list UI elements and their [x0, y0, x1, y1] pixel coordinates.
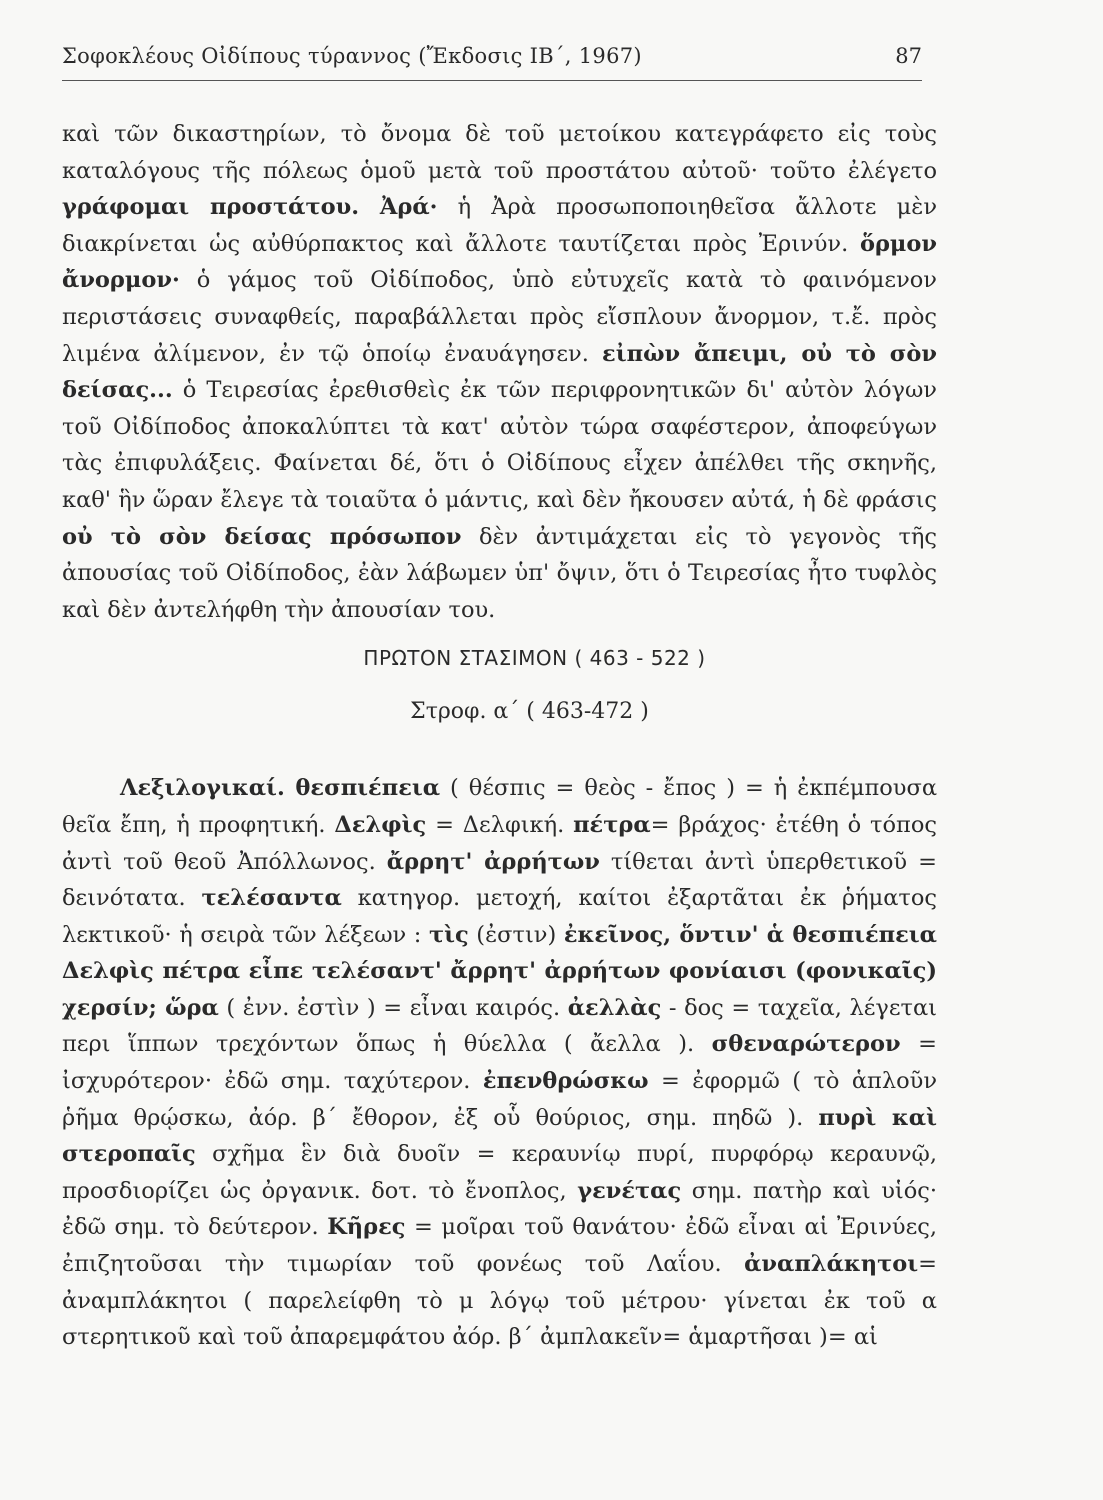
lemma: γενέτας [577, 1177, 682, 1204]
lemma: Δελφὶς [334, 811, 427, 838]
section-subheading: Στροφ. α΄ ( 463-472 ) [410, 699, 649, 725]
text-run: = ἐφορμῶ ( τὸ ἁπλοῦν ῥῆμα θρῴσκω, ἀόρ. β΄ ἔθορον, ἐξ οὗ θούριος, σημ. πηδῶ ). [62, 1068, 937, 1131]
lemma: πέτρα [573, 811, 651, 838]
section-heading: ΠΡΩΤΟΝ ΣΤΑΣΙΜΟΝ ( 463 - 522 ) [363, 646, 706, 671]
lemma: ἐπενθρώσκω [482, 1068, 649, 1095]
running-title: Σοφοκλέους Οἰδίπους τύραννος (Ἔκδοσις ΙΒ΄, 1967) [62, 44, 642, 68]
lemma: σθεναρώτερον [711, 1031, 901, 1058]
text-run: ὁ Τειρεσίας ἐρεθισθεὶς ἐκ τῶν περιφρονητικῶν δι' αὐτὸν λόγων τοῦ Οἰδίποδος ἀποκαλύπτει τὰ κατ' αὐτὸν τώρα σαφέστερον, ἀποφεύγων τὰς ἐπιφυλάξεις. Φαίνεται δέ, ὅτι ὁ Οἰδίπους εἶχεν ἀπέλθει τῆς σκηνῆς, καθ' ἣν ὥραν ἔλεγε τὰ τοιαῦτα ὁ μάντις, καὶ δὲν ἤκουσεν αὐτά, ἡ δὲ φράσις [62, 377, 937, 513]
lemma: οὐ τὸ σὸν δείσας πρόσωπον [62, 523, 462, 550]
text-run: τίθεται ἀντὶ ὑπερθετικοῦ = δεινότατα. [62, 848, 937, 912]
lemma: ἀελλὰς [567, 994, 662, 1021]
lemma: ἐκεῖνος, ὅντιν' ἁ θεσπιέπεια Δελφὶς πέτρα εἶπε τελέσαντ' ἄρρητ' ἀρρήτων φονίαισι (φονικαῖς) χερσίν; ὥρα [62, 921, 937, 1021]
text-run: ὁ γάμος τοῦ Οἰδίποδος, ὑπὸ εὐτυχεῖς κατὰ τὸ φαινόμενον περιστάσεις συναφθείς, παραβάλλεται πρὸς εἴσπλουν ἄνορμον, τ.ἔ. πρὸς λιμένα ἀλίμενον, ἐν τῷ ὁποίῳ ἐναυάγησεν. [62, 267, 937, 367]
text-run: = ἀναμπλάκητοι ( παρελείφθη τὸ μ λόγῳ τοῦ μέτρου· γίνεται ἐκ τοῦ α στερητικοῦ καὶ τοῦ ἀπαρεμφάτου ἀόρ. β΄ ἀμπλακεῖν= ἁμαρτῆσαι )= αἱ [62, 1251, 937, 1351]
text-run: (ἐστιν) [468, 921, 564, 948]
text-run: ( θέσπις = θεὸς - ἔπος ) = ἡ ἐκπέμπουσα θεῖα ἔπη, ἡ προφητική. [62, 775, 938, 838]
lemma: Κῆρες [327, 1214, 406, 1241]
lemma: τελέσαντα [201, 885, 342, 912]
text-run: καὶ τῶν δικαστηρίων, τὸ ὄνομα δὲ τοῦ μετοίκου κατεγράφετο εἰς τοὺς καταλόγους τῆς πόλεως ὁμοῦ μετὰ τοῦ προστάτου αὐτοῦ· τοῦτο ἐλέγετο [62, 121, 937, 184]
text-run: = βράχος· ἐτέθη ὁ τόπος ἀντὶ τοῦ θεοῦ Ἀπόλλωνος. [62, 811, 937, 875]
text-run: σχῆμα ἓν διὰ δυοῖν = κεραυνίῳ πυρί, πυρφόρῳ κεραυνῷ, προσδιορίζει ὡς ὀργανικ. δοτ. τὸ ἔνοπλος, [62, 1141, 937, 1204]
text-run: = μοῖραι τοῦ θανάτου· ἐδῶ εἶναι αἱ Ἐρινύες, ἐπιζητοῦσαι τὴν τιμωρίαν τοῦ φονέως τοῦ Λαΐου. [62, 1214, 937, 1278]
commentary-paragraph [62, 116, 937, 628]
lemma: εἰπὼν ἄπειμι, οὐ τὸ σὸν δείσας... [62, 340, 937, 404]
text-run: = Δελφική. [426, 811, 574, 838]
page-number: 87 [895, 44, 922, 68]
text-run: ( ἐνν. ἐστὶν ) = εἶναι καιρός. [218, 994, 568, 1021]
text-run: ἡ Ἀρὰ προσωποποιηθεῖσα ἄλλοτε μὲν διακρίνεται ὡς αὐθύρπακτος καὶ ἄλλοτε ταυτίζεται πρὸς Ἐρινύν. [62, 194, 937, 257]
lemma: ἄρρητ' ἀρρήτων [386, 848, 600, 875]
text-run: δὲν ἀντιμάχεται εἰς τὸ γεγονὸς τῆς ἀπουσίας τοῦ Οἰδίποδος, ἐὰν λάβωμεν ὑπ' ὄψιν, ὅτι ὁ Τειρεσίας ἦτο τυφλὸς καὶ δὲν ἀντελήφθη τὴν ἀπουσίαν του. [62, 523, 937, 623]
lemma: ἀναπλάκητοι [744, 1251, 919, 1278]
lemma: ὅρμον ἄνορμον· [62, 230, 937, 294]
lemma: τὶς [428, 921, 469, 948]
lemma: γράφομαι προστάτου. Ἀρά· [62, 194, 438, 221]
text-run: = ἰσχυρότερον· ἐδῶ σημ. ταχύτερον. [62, 1031, 937, 1095]
lemma: πυρὶ καὶ στεροπαῖς [62, 1104, 937, 1168]
body-text [62, 116, 937, 1356]
lexical-paragraph [62, 770, 937, 1356]
lemma: Λεξιλογικαί. θεσπιέπεια [120, 775, 441, 802]
text-run: - δος = ταχεῖα, λέγεται περι ἵππων τρεχόντων ὅπως ἡ θύελλα ( ἄελλα ). [62, 994, 937, 1058]
text-run: κατηγορ. μετοχή, καίτοι ἐξαρτᾶται ἐκ ῥήματος λεκτικοῦ· ἡ σειρὰ τῶν λέξεων : [62, 885, 937, 948]
running-head [62, 40, 922, 81]
text-run: σημ. πατὴρ καὶ υἱός· ἐδῶ σημ. τὸ δεύτερον. [62, 1177, 937, 1241]
